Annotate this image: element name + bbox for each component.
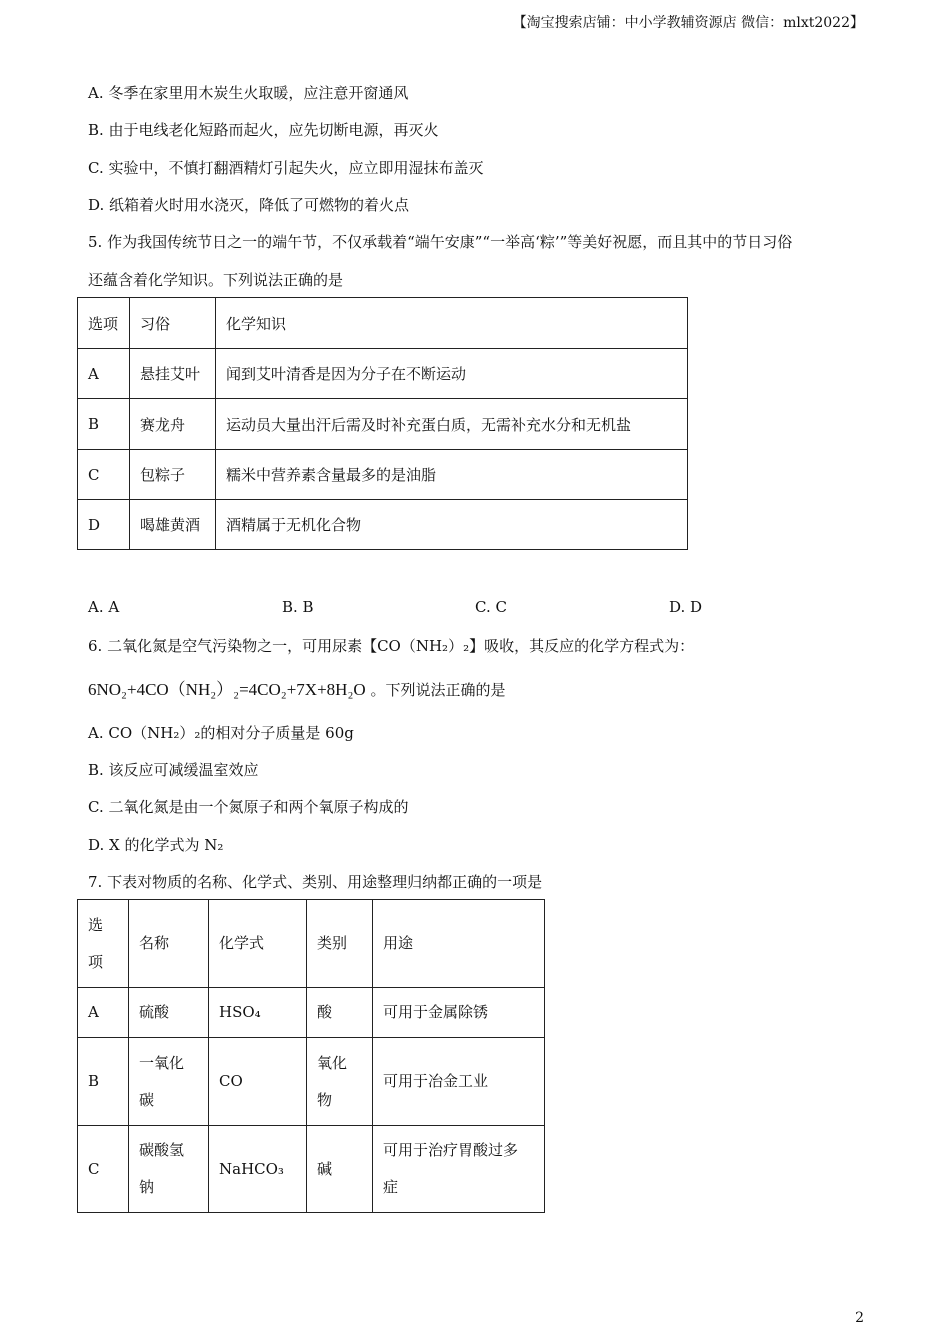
q4-option-d: D. 纸箱着火时用水浇灭，降低了可燃物的着火点 [88,196,410,214]
page-header: 【淘宝搜索店铺：中小学教辅资源店 微信：mlxt2022】 [512,15,864,31]
table-cell: CO [209,1038,307,1126]
table-header-cell: 选 项 [78,900,129,988]
q6-stem-tail: 。下列说法正确的是 [370,681,506,699]
table-cell: B [78,399,130,450]
q5-choice-a: A. A [88,598,120,616]
table-header-row [78,298,688,349]
table-cell: 运动员大量出汗后需及时补充蛋白质，无需补充水分和无机盐 [216,399,688,450]
table-cell: 可用于治疗胃酸过多 症 [373,1126,545,1213]
table-row [78,988,545,1038]
table-header-cell: 类别 [307,900,373,988]
table-header-cell: 名称 [129,900,209,988]
table-header-row [78,900,545,988]
q6-stem-line1: 6. 二氧化氮是空气污染物之一，可用尿素【CO（NH₂）₂】吸收，其反应的化学方程式为： [88,637,695,655]
table-cell: C [78,450,130,500]
table-header-cell: 化学知识 [216,298,688,349]
table-cell: 糯米中营养素含量最多的是油脂 [216,450,688,500]
page-number: 2 [855,1310,864,1326]
table-cell: A [78,349,130,399]
chemical-equation: 6NO₂+4CO（NH₂）₂=4CO₂+7X+8H₂O [88,680,366,699]
table-row [78,450,688,500]
table-row [78,1126,545,1213]
table-header-cell: 用途 [373,900,545,988]
table-cell: D [78,500,130,550]
table-cell: 可用于金属除锈 [373,988,545,1038]
q6-option-b: B. 该反应可减缓温室效应 [88,761,259,779]
q6-option-a: A. CO（NH₂）₂的相对分子质量是 60g [88,724,354,742]
q5-stem-line2: 还蕴含着化学知识。下列说法正确的是 [88,271,344,289]
table-cell: 酒精属于无机化合物 [216,500,688,550]
table-row [78,399,688,450]
q5-choice-c: C. C [475,598,507,616]
table-cell: 硫酸 [129,988,209,1038]
q6-option-c: C. 二氧化氮是由一个氮原子和两个氧原子构成的 [88,798,409,816]
table-cell: B [78,1038,129,1126]
table-cell: 碱 [307,1126,373,1213]
table-row [78,500,688,550]
q4-option-a: A. 冬季在家里用木炭生火取暖，应注意开窗通风 [88,84,409,102]
table-cell: 碳酸氢 钠 [129,1126,209,1213]
q6-equation-line [88,675,505,700]
table-cell: 氧化 物 [307,1038,373,1126]
table-header-cell: 习俗 [130,298,216,349]
table-cell: 一氧化 碳 [129,1038,209,1126]
q5-stem-line1: 5. 作为我国传统节日之一的端午节，不仅承载着“端午安康”“一举高‘粽’”等美好祝愿，而且其中的节日习俗 [88,233,793,251]
q4-option-b: B. 由于电线老化短路而起火，应先切断电源，再灭火 [88,121,439,139]
q5-choice-b: B. B [282,598,314,616]
table-cell: NaHCO₃ [209,1126,307,1213]
table-row [78,1038,545,1126]
table-cell: 酸 [307,988,373,1038]
table-cell: 赛龙舟 [130,399,216,450]
table-cell: 悬挂艾叶 [130,349,216,399]
q7-stem: 7. 下表对物质的名称、化学式、类别、用途整理归纳都正确的一项是 [88,873,543,891]
q4-option-c: C. 实验中，不慎打翻酒精灯引起失火，应立即用湿抹布盖灭 [88,159,484,177]
table-cell: 可用于冶金工业 [373,1038,545,1126]
table-cell: 闻到艾叶清香是因为分子在不断运动 [216,349,688,399]
table-cell: 包粽子 [130,450,216,500]
table-cell: C [78,1126,129,1213]
table-cell: 喝雄黄酒 [130,500,216,550]
q7-table [77,899,545,1213]
q5-table [77,297,688,550]
table-header-cell: 选项 [78,298,130,349]
q5-choice-d: D. D [669,598,703,616]
q6-option-d: D. X 的化学式为 N₂ [88,836,224,854]
table-row [78,349,688,399]
table-header-cell: 化学式 [209,900,307,988]
table-cell: A [78,988,129,1038]
table-cell: HSO₄ [209,988,307,1038]
